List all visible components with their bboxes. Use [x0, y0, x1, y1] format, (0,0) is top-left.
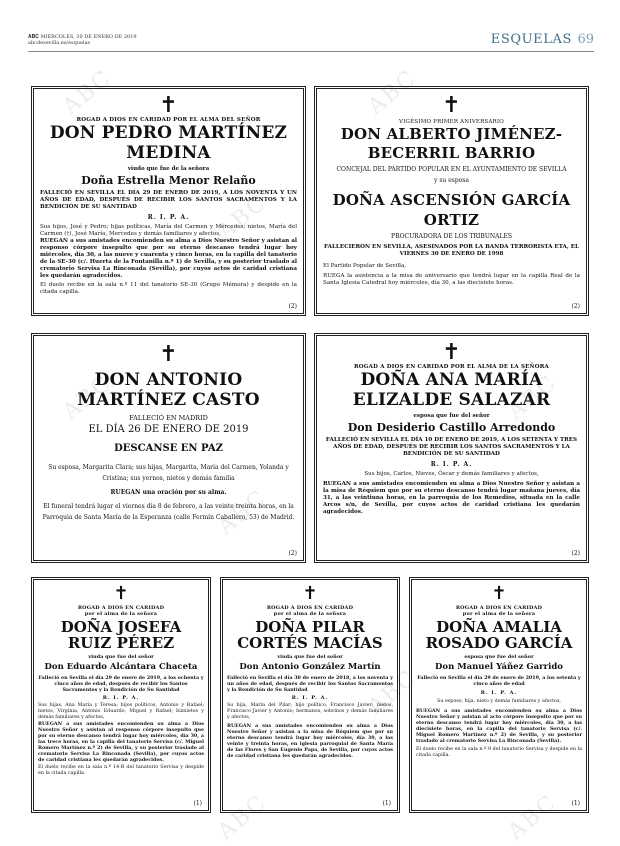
notice-kicker: ROGAD A DIOS EN CARIDAD POR EL ALMA DE LA SEÑORA: [354, 364, 549, 370]
rip-line: R. I. P. A.: [147, 214, 190, 221]
notice-number: (1): [193, 800, 202, 807]
mourning-note: El duelo recibe en la sala n.º 11 del tanatorio SE-30 (Grupo Mémora) y despide en la citada capilla.: [40, 282, 297, 295]
watermark: ABC: [503, 370, 562, 425]
rest-in-peace: DESCANSE EN PAZ: [114, 443, 223, 454]
second-deceased-name: DOÑA ASCENSIÓN GARCÍA ORTIZ: [332, 191, 571, 229]
cross-icon: ✝: [442, 93, 461, 118]
watermark: ABC: [363, 65, 422, 120]
obituary-notice: [314, 333, 589, 563]
spouse-label: esposa que fue del señor: [413, 413, 490, 419]
death-details: Falleció en Sevilla el día 29 de enero de 2019, a los ochenta y cinco años de edad, después de recibir los Santos Sacramentos y la Bendición de Su Santidad: [38, 675, 204, 693]
mourning-note: El duelo recibe en la sala n.º 14-B del tanatorio Servisa y despide en la citada capilla.: [38, 765, 204, 776]
spouse-name: Don Manuel Yáñez Garrido: [435, 662, 563, 672]
role-line: CONCEJAL DEL PARTIDO POPULAR EN EL AYUNTAMIENTO DE SEVILLA: [336, 166, 567, 173]
death-details: FALLECIERON EN SEVILLA, ASESINADOS POR LA BANDA TERRORISTA ETA, EL VIERNES 30 DE ENERO DE 1998: [324, 244, 579, 257]
obituary-notice: [31, 86, 306, 316]
family-list: Su hija, María del Pilar; hijo político, Francisco Javier; nietos, Francisco Javier y Antonio; hermanos, sobrinos y demás familiares y afectos,: [227, 703, 393, 720]
rip-line: R. I. P. A.: [102, 695, 140, 701]
spouse-label: esposa que fue del señor: [464, 654, 534, 660]
family-list: Sus hijos, Carlos, Nieves, Óscar y demás familiares y afectos,: [364, 471, 539, 477]
family-list: Su esposa, Margarita Clara; sus hijas, Margarita, María del Carmen, Yolanda y Cristina; sus yernos, nietos y demás familia: [48, 464, 289, 482]
notice-number: (1): [571, 800, 580, 807]
spouse-name: Don Antonio González Martín: [239, 662, 381, 672]
deceased-name: DOÑA ANA MARÍA ELIZALDE SALAZAR: [352, 370, 551, 410]
watermark: ABC: [213, 485, 272, 540]
service-request: RUEGAN a sus amistades encomienden su alma a Dios Nuestro Señor y asistan a la misa de Réquiem que por su eterno descanso tendrá lugar mañana jueves, día 31, a las veintiuna horas, en la parroquia de los Remedios, situada en la calle Arcos s/n, de Sevilla, por cuyos actos de caridad cristiana les quedarán agradecidos.: [323, 481, 580, 515]
issue-date: MIÉRCOLES, 30 DE ENERO DE 2019: [40, 34, 137, 40]
paper-name: ABC: [28, 34, 39, 40]
death-details: FALLECIÓ EN SEVILLA EL DÍA 10 DE ENERO DE 2019, A LOS SETENTA Y TRES AÑOS DE EDAD, DESPUÉS DE RECIBIR LOS SANTOS SACRAMENTOS Y LA BENDICIÓN DE SU SANTIDAD: [325, 437, 578, 457]
deceased-name: DOÑA JOSEFA RUIZ PÉREZ: [60, 618, 182, 652]
cross-icon: ✝: [491, 583, 507, 604]
watermark: ABC: [213, 190, 272, 245]
rip-line: R. I. P. A.: [480, 690, 518, 696]
notice-number: (2): [288, 303, 297, 310]
spouse-label: viuda que fue del señor: [277, 654, 343, 660]
spouse-name: Don Eduardo Alcántara Chaceta: [44, 662, 198, 672]
deceased-name: DOÑA AMALIA ROSADO GARCÍA: [425, 618, 573, 652]
watermark: ABC: [503, 790, 562, 845]
funeral-details: El funeral tendrá lugar el viernes día 8 de febrero, a las veinte treinta horas, en la Parroquia de Santa María de la Esperanza (calle Fermín Caballero, 53) de Madrid.: [42, 503, 295, 521]
notice-kicker: ROGAD A DIOS EN CARIDAD: [77, 605, 165, 611]
section-url: abcdesevilla.es/esquelas: [28, 40, 91, 46]
family-list: Sus hijas, Ana María y Teresa; hijos políticos, Antonio y Rafael; nietos, Virginia, Antonio Eduardo, Miguel y Rafael; biznietos y demás familiares y afectos,: [38, 703, 204, 720]
notice-number: (2): [288, 550, 297, 557]
cross-icon: ✝: [442, 340, 461, 365]
spouse-name: Don Desiderio Castillo Arredondo: [347, 421, 556, 434]
cross-icon: ✝: [159, 93, 178, 118]
role-line-2: PROCURADORA DE LOS TRIBUNALES: [391, 233, 512, 240]
notice-number: (1): [382, 800, 391, 807]
and-wife-label: y su esposa: [434, 177, 469, 184]
watermark: ABC: [213, 790, 272, 845]
family-list: Sus hijos, José y Pedro; hijas políticas, María del Carmen y Mercedes; nietos, María del Carmen (†), José María, Mercedes y demás familiares y afectos,: [40, 224, 297, 237]
spouse-label: viuda que fue del señor: [88, 654, 154, 660]
section-title: ESQUELAS: [490, 32, 572, 47]
notice-kicker-sub: por el alma de la señora: [84, 611, 158, 617]
cross-icon: ✝: [159, 342, 178, 367]
service-request: RUEGAN una oración por su alma.: [110, 489, 227, 496]
death-place: FALLECIÓ EN MADRID: [129, 414, 208, 422]
notice-kicker: ROGAD A DIOS EN CARIDAD POR EL ALMA DEL SEÑOR: [76, 117, 261, 123]
spouse-label: viudo que fue de la señora: [127, 166, 210, 172]
death-details: FALLECIÓ EN SEVILLA EL DÍA 29 DE ENERO DE 2019, A LOS NOVENTA Y UN AÑOS DE EDAD, DESPUÉS DE RECIBIR LOS SANTOS SACRAMENTOS Y LA BENDICIÓN DE SU SANTIDAD: [40, 190, 297, 210]
service-request: RUEGAN a sus amistades encomienden su alma a Dios Nuestro Señor y asistan al responso córpore insepulto que por su eterno descanso tendrá lugar hoy miércoles, día 30, a las nueve y cuarenta y cinco horas, en la capilla del tanatorio de la SE-30 (c/. Huerta de la Fontanilla n.º 1) de Sevilla, y su posterior traslado al crematorio Servisa La Rinconada (Sevilla), por cuyos actos de caridad cristiana les quedarán agradecidos.: [40, 238, 297, 279]
notice-number: (2): [571, 303, 580, 310]
obituary-notice: [31, 577, 211, 813]
notice-kicker: VIGÉSIMO PRIMER ANIVERSARIO: [399, 119, 504, 125]
header-meta: [28, 34, 137, 46]
page-header: [28, 34, 594, 48]
watermark: ABC: [58, 65, 117, 120]
mourning-note: El duelo recibe en la sala n.º 9 del tanatorio Servisa y despide en la citada capilla.: [416, 747, 582, 758]
service-request: RUEGA la asistencia a la misa de aniversario que tendrá lugar en la capilla Real de la Santa Iglesia Catedral hoy miércoles, día 30, a las diecisiete horas.: [323, 273, 580, 286]
notice-kicker-sub: por el alma de la señora: [462, 611, 536, 617]
watermark: ABC: [58, 370, 117, 425]
deceased-name: DON PEDRO MARTÍNEZ MEDINA: [49, 123, 288, 163]
obituary-notice: [314, 86, 589, 316]
obituary-notice: [31, 333, 306, 563]
header-rule: [28, 51, 594, 52]
spouse-name: Doña Estrella Menor Relaño: [81, 174, 256, 187]
deceased-name: DON ANTONIO MARTÍNEZ CASTO: [77, 370, 260, 410]
notice-kicker-sub: por el alma de la señora: [273, 611, 347, 617]
obituary-notice: [220, 577, 400, 813]
notice-number: (2): [571, 550, 580, 557]
service-request: RUEGAN a sus amistades encomienden su alma a Dios Nuestro Señor y asistan al responso córpore insepulto que por su eterno descanso tendrá lugar hoy miércoles, día 30, a las trece horas, en la capilla del tanatorio Servisa (c/. Miguel Romero Martínez n.º 2) de Sevilla, y su posterior traslado al crematorio Servisa La Rinconada (Sevilla), por cuyos actos de caridad cristiana les quedarán agradecidos.: [38, 721, 204, 763]
notice-kicker: ROGAD A DIOS EN CARIDAD: [455, 605, 543, 611]
rip-line: R. I. P. A.: [291, 695, 329, 701]
rip-line: R. I. P. A.: [430, 461, 473, 468]
deceased-name: DON ALBERTO JIMÉNEZ-BECERRIL BARRIO: [340, 125, 563, 162]
death-details: Falleció en Sevilla el día 30 de enero de 2018, a los noventa y un años de edad, después de recibir los Santos Sacramentos y la Bendición de Su Santidad: [227, 675, 393, 693]
cross-icon: ✝: [113, 583, 129, 604]
cross-icon: ✝: [302, 583, 318, 604]
service-request: RUEGAN a sus amistades encomienden su alma a Dios Nuestro Señor y asistan a la misa de Réquiem que por su eterno descanso tendrá lugar hoy miércoles, día 30, a las veinte y treinta horas, en iglesia parroquial de Santa María de las Flores y San Eugenio Papa, de Sevilla, por cuyos actos de caridad cristiana les quedarán agradecidos.: [227, 723, 393, 759]
notice-kicker: ROGAD A DIOS EN CARIDAD: [266, 605, 354, 611]
service-request: RUEGAN a sus amistades encomienden su alma a Dios Nuestro Señor y asistan al acto córpore insepulto que por su eterno descanso tendrá lugar hoy miércoles, día 30, a las diecisiete horas, en la capilla del tanatorio Servisa (c/. Miguel Romero Martínez n.º 2) de Sevilla, y su posterior traslado al crematorio Servisa La Rinconada (Sevilla).: [416, 708, 582, 744]
page-number: 69: [577, 32, 594, 47]
death-details: Falleció en Sevilla el día 29 de enero de 2019, a los setenta y cinco años de edad: [417, 675, 581, 687]
watermark: ABC: [363, 665, 422, 720]
family-list: Su esposo, hija, nieto y demás familiares y afectos,: [437, 699, 561, 704]
deceased-name: DOÑA PILAR CORTÉS MACÍAS: [237, 618, 383, 652]
family-list: El Partido Popular de Sevilla,: [323, 263, 407, 269]
obituary-notice: [409, 577, 589, 813]
death-date: EL DÍA 26 DE ENERO DE 2019: [88, 424, 249, 435]
